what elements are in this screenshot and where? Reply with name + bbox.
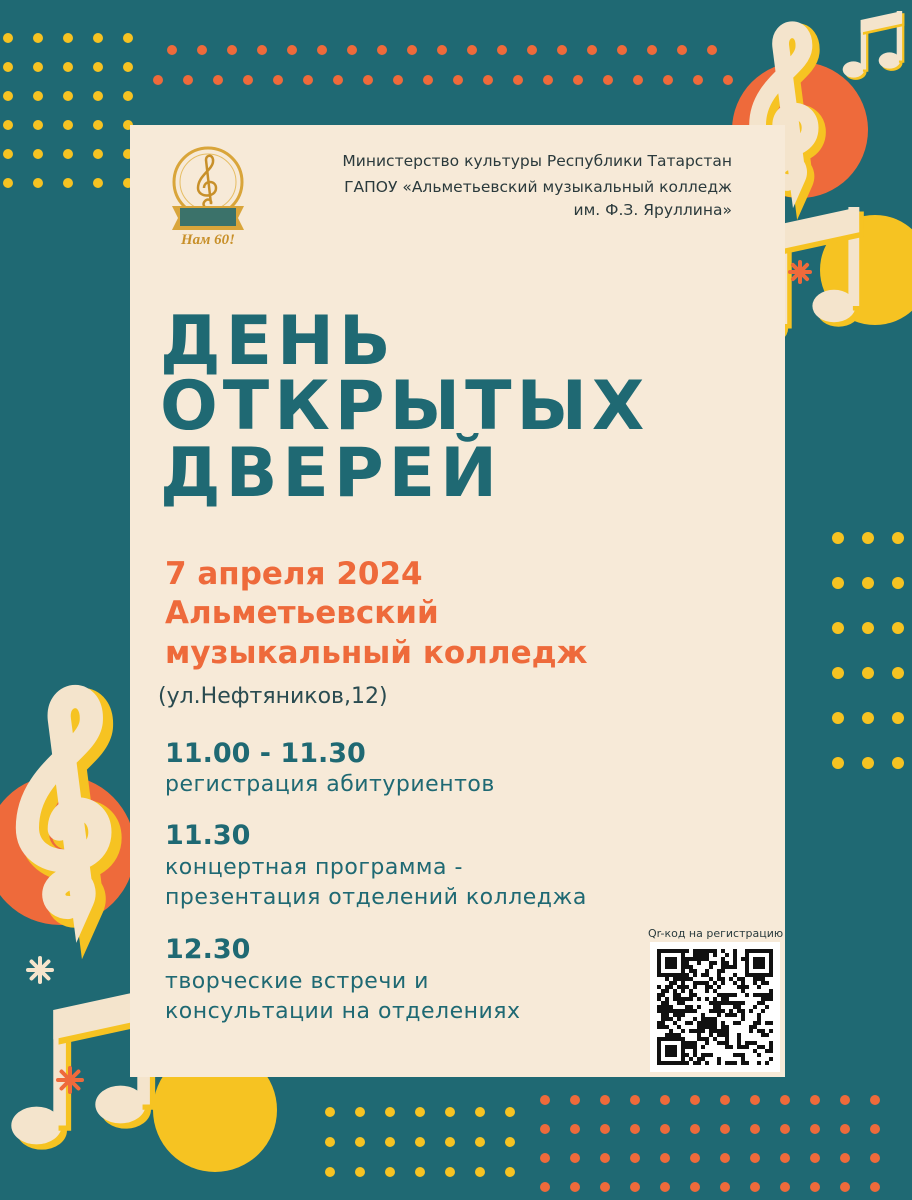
star-icon-bottom-left xyxy=(58,1068,82,1092)
venue-line-1: Альметьевский xyxy=(165,595,439,631)
schedule-time-3: 12.30 xyxy=(165,934,251,965)
schedule-desc-2b: презентация отделений колледжа xyxy=(165,885,587,910)
schedule-time-1: 11.00 - 11.30 xyxy=(165,738,366,769)
schedule-desc-3a: творческие встречи и xyxy=(165,969,429,994)
venue-line-2: музыкальный колледж xyxy=(165,635,588,671)
dot-grid-top-left xyxy=(3,33,133,188)
college-name-line: им. Ф.З. Яруллина» xyxy=(573,201,732,219)
ministry-line: Министерство культуры Республики Татарстан xyxy=(342,152,732,170)
treble-clef-emblem-icon xyxy=(198,156,216,208)
dot-grid-bottom-middle xyxy=(325,1107,515,1177)
schedule-desc-1: регистрация абитуриентов xyxy=(165,772,495,797)
star-icon-right xyxy=(790,262,810,282)
event-date: 7 апреля 2024 xyxy=(165,556,423,592)
qr-label: Qr-код на регистрацию xyxy=(648,927,784,940)
title-line-3: ДВЕРЕЙ xyxy=(160,434,503,513)
title-line-2: ОТКРЫТЫХ xyxy=(160,367,650,446)
dot-grid-bottom-right xyxy=(540,1095,880,1192)
schedule-desc-2a: концертная программа - xyxy=(165,855,463,880)
qr-code-icon[interactable] xyxy=(650,942,780,1072)
schedule-time-2: 11.30 xyxy=(165,820,251,851)
star-icon-left xyxy=(28,958,52,982)
logo-caption: Нам 60! xyxy=(180,232,236,246)
college-line: ГАПОУ «Альметьевский музыкальный колледж xyxy=(344,178,732,196)
dot-grid-right xyxy=(832,532,904,769)
college-logo xyxy=(158,138,258,246)
dot-row-top-orange-2 xyxy=(153,75,733,85)
title-line-1: ДЕНЬ xyxy=(160,302,396,381)
eighth-note-icon-top-right xyxy=(843,11,905,80)
schedule-desc-3b: консультации на отделениях xyxy=(165,999,521,1024)
dot-row-top-orange xyxy=(167,45,717,55)
venue-address: (ул.Нефтяников,12) xyxy=(158,684,388,709)
